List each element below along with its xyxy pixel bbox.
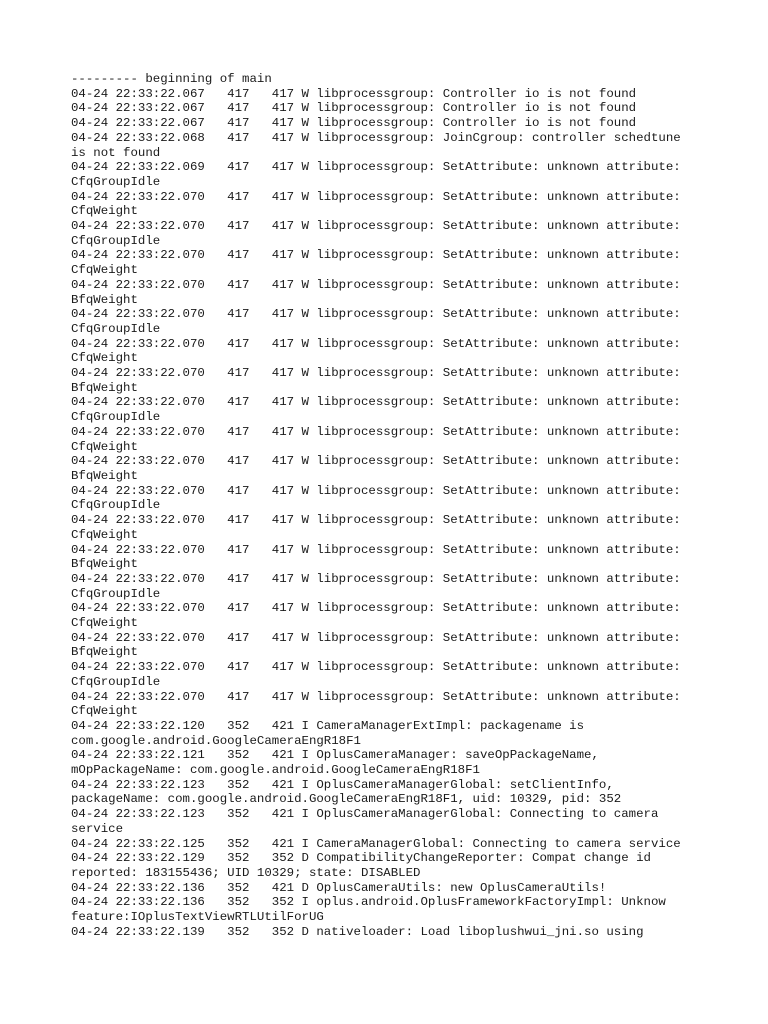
log-line: feature:IOplusTextViewRTLUtilForUG <box>71 910 324 925</box>
log-line: 04-24 22:33:22.070 417 417 W libprocessgroup: SetAttribute: unknown attribute: <box>71 454 681 469</box>
log-document <box>71 72 711 939</box>
log-line: 04-24 22:33:22.070 417 417 W libprocessgroup: SetAttribute: unknown attribute: <box>71 424 681 439</box>
log-line: 04-24 22:33:22.070 417 417 W libprocessgroup: SetAttribute: unknown attribute: <box>71 307 681 322</box>
log-line: CfqWeight <box>71 351 138 366</box>
log-line: CfqGroupIdle <box>71 498 161 513</box>
log-line: service <box>71 821 124 836</box>
log-line: 04-24 22:33:22.070 417 417 W libprocessgroup: SetAttribute: unknown attribute: <box>71 513 681 528</box>
log-line: 04-24 22:33:22.070 417 417 W libprocessgroup: SetAttribute: unknown attribute: <box>71 248 681 263</box>
log-line: CfqGroupIdle <box>71 586 161 601</box>
log-line: CfqWeight <box>71 263 138 278</box>
log-line: 04-24 22:33:22.070 417 417 W libprocessgroup: SetAttribute: unknown attribute: <box>71 630 681 645</box>
log-line: CfqWeight <box>71 204 138 219</box>
log-line: 04-24 22:33:22.125 352 421 I CameraManagerGlobal: Connecting to camera service <box>71 836 681 851</box>
log-line: 04-24 22:33:22.067 417 417 W libprocessgroup: Controller io is not found <box>71 86 637 101</box>
log-line: CfqWeight <box>71 616 138 631</box>
log-line: 04-24 22:33:22.070 417 417 W libprocessgroup: SetAttribute: unknown attribute: <box>71 542 681 557</box>
log-line: 04-24 22:33:22.123 352 421 I OplusCameraManagerGlobal: Connecting to camera <box>71 807 659 822</box>
log-line: CfqGroupIdle <box>71 321 161 336</box>
log-line: BfqWeight <box>71 645 138 660</box>
log-line: 04-24 22:33:22.070 417 417 W libprocessgroup: SetAttribute: unknown attribute: <box>71 219 681 234</box>
log-line: 04-24 22:33:22.123 352 421 I OplusCameraManagerGlobal: setClientInfo, <box>71 777 614 792</box>
log-line: is not found <box>71 145 161 160</box>
log-line: BfqWeight <box>71 380 138 395</box>
log-line: CfqGroupIdle <box>71 233 161 248</box>
log-line: 04-24 22:33:22.067 417 417 W libprocessgroup: Controller io is not found <box>71 116 637 131</box>
log-line: 04-24 22:33:22.070 417 417 W libprocessgroup: SetAttribute: unknown attribute: <box>71 366 681 381</box>
log-line: 04-24 22:33:22.070 417 417 W libprocessgroup: SetAttribute: unknown attribute: <box>71 483 681 498</box>
log-line: 04-24 22:33:22.070 417 417 W libprocessgroup: SetAttribute: unknown attribute: <box>71 571 681 586</box>
log-line: 04-24 22:33:22.067 417 417 W libprocessgroup: Controller io is not found <box>71 101 637 116</box>
log-line: 04-24 22:33:22.139 352 352 D nativeloader: Load liboplushwui_jni.so using <box>71 924 644 939</box>
log-line: 04-24 22:33:22.120 352 421 I CameraManagerExtImpl: packagename is <box>71 718 585 733</box>
log-line: 04-24 22:33:22.136 352 421 D OplusCameraUtils: new OplusCameraUtils! <box>71 880 607 895</box>
log-line: BfqWeight <box>71 292 138 307</box>
log-line: 04-24 22:33:22.070 417 417 W libprocessgroup: SetAttribute: unknown attribute: <box>71 189 681 204</box>
log-line: packageName: com.google.android.GoogleCameraEngR18F1, uid: 10329, pid: 352 <box>71 792 622 807</box>
log-line: 04-24 22:33:22.069 417 417 W libprocessgroup: SetAttribute: unknown attribute: <box>71 160 681 175</box>
log-line: 04-24 22:33:22.070 417 417 W libprocessgroup: SetAttribute: unknown attribute: <box>71 601 681 616</box>
log-line: CfqWeight <box>71 527 138 542</box>
log-line: 04-24 22:33:22.070 417 417 W libprocessgroup: SetAttribute: unknown attribute: <box>71 277 681 292</box>
log-line: 04-24 22:33:22.121 352 421 I OplusCameraManager: saveOpPackageName, <box>71 748 599 763</box>
log-line: 04-24 22:33:22.070 417 417 W libprocessgroup: SetAttribute: unknown attribute: <box>71 395 681 410</box>
log-line: 04-24 22:33:22.136 352 352 I oplus.android.OplusFrameworkFactoryImpl: Unknow <box>71 895 666 910</box>
log-line: CfqWeight <box>71 439 138 454</box>
log-line: 04-24 22:33:22.070 417 417 W libprocessgroup: SetAttribute: unknown attribute: <box>71 336 681 351</box>
log-line: com.google.android.GoogleCameraEngR18F1 <box>71 733 361 748</box>
log-line: 04-24 22:33:22.070 417 417 W libprocessgroup: SetAttribute: unknown attribute: <box>71 660 681 675</box>
log-line: mOpPackageName: com.google.android.GoogleCameraEngR18F1 <box>71 763 480 778</box>
log-line: CfqGroupIdle <box>71 174 161 189</box>
log-line: --------- beginning of main <box>71 72 272 86</box>
log-line: 04-24 22:33:22.129 352 352 D CompatibilityChangeReporter: Compat change id <box>71 851 651 866</box>
log-line: BfqWeight <box>71 557 138 572</box>
log-line: CfqWeight <box>71 704 138 719</box>
log-line: BfqWeight <box>71 468 138 483</box>
log-line: 04-24 22:33:22.070 417 417 W libprocessgroup: SetAttribute: unknown attribute: <box>71 689 681 704</box>
log-line: 04-24 22:33:22.068 417 417 W libprocessgroup: JoinCgroup: controller schedtune <box>71 130 681 145</box>
log-line: CfqGroupIdle <box>71 674 161 689</box>
log-line: reported: 183155436; UID 10329; state: DISABLED <box>71 865 421 880</box>
log-line: CfqGroupIdle <box>71 410 161 425</box>
